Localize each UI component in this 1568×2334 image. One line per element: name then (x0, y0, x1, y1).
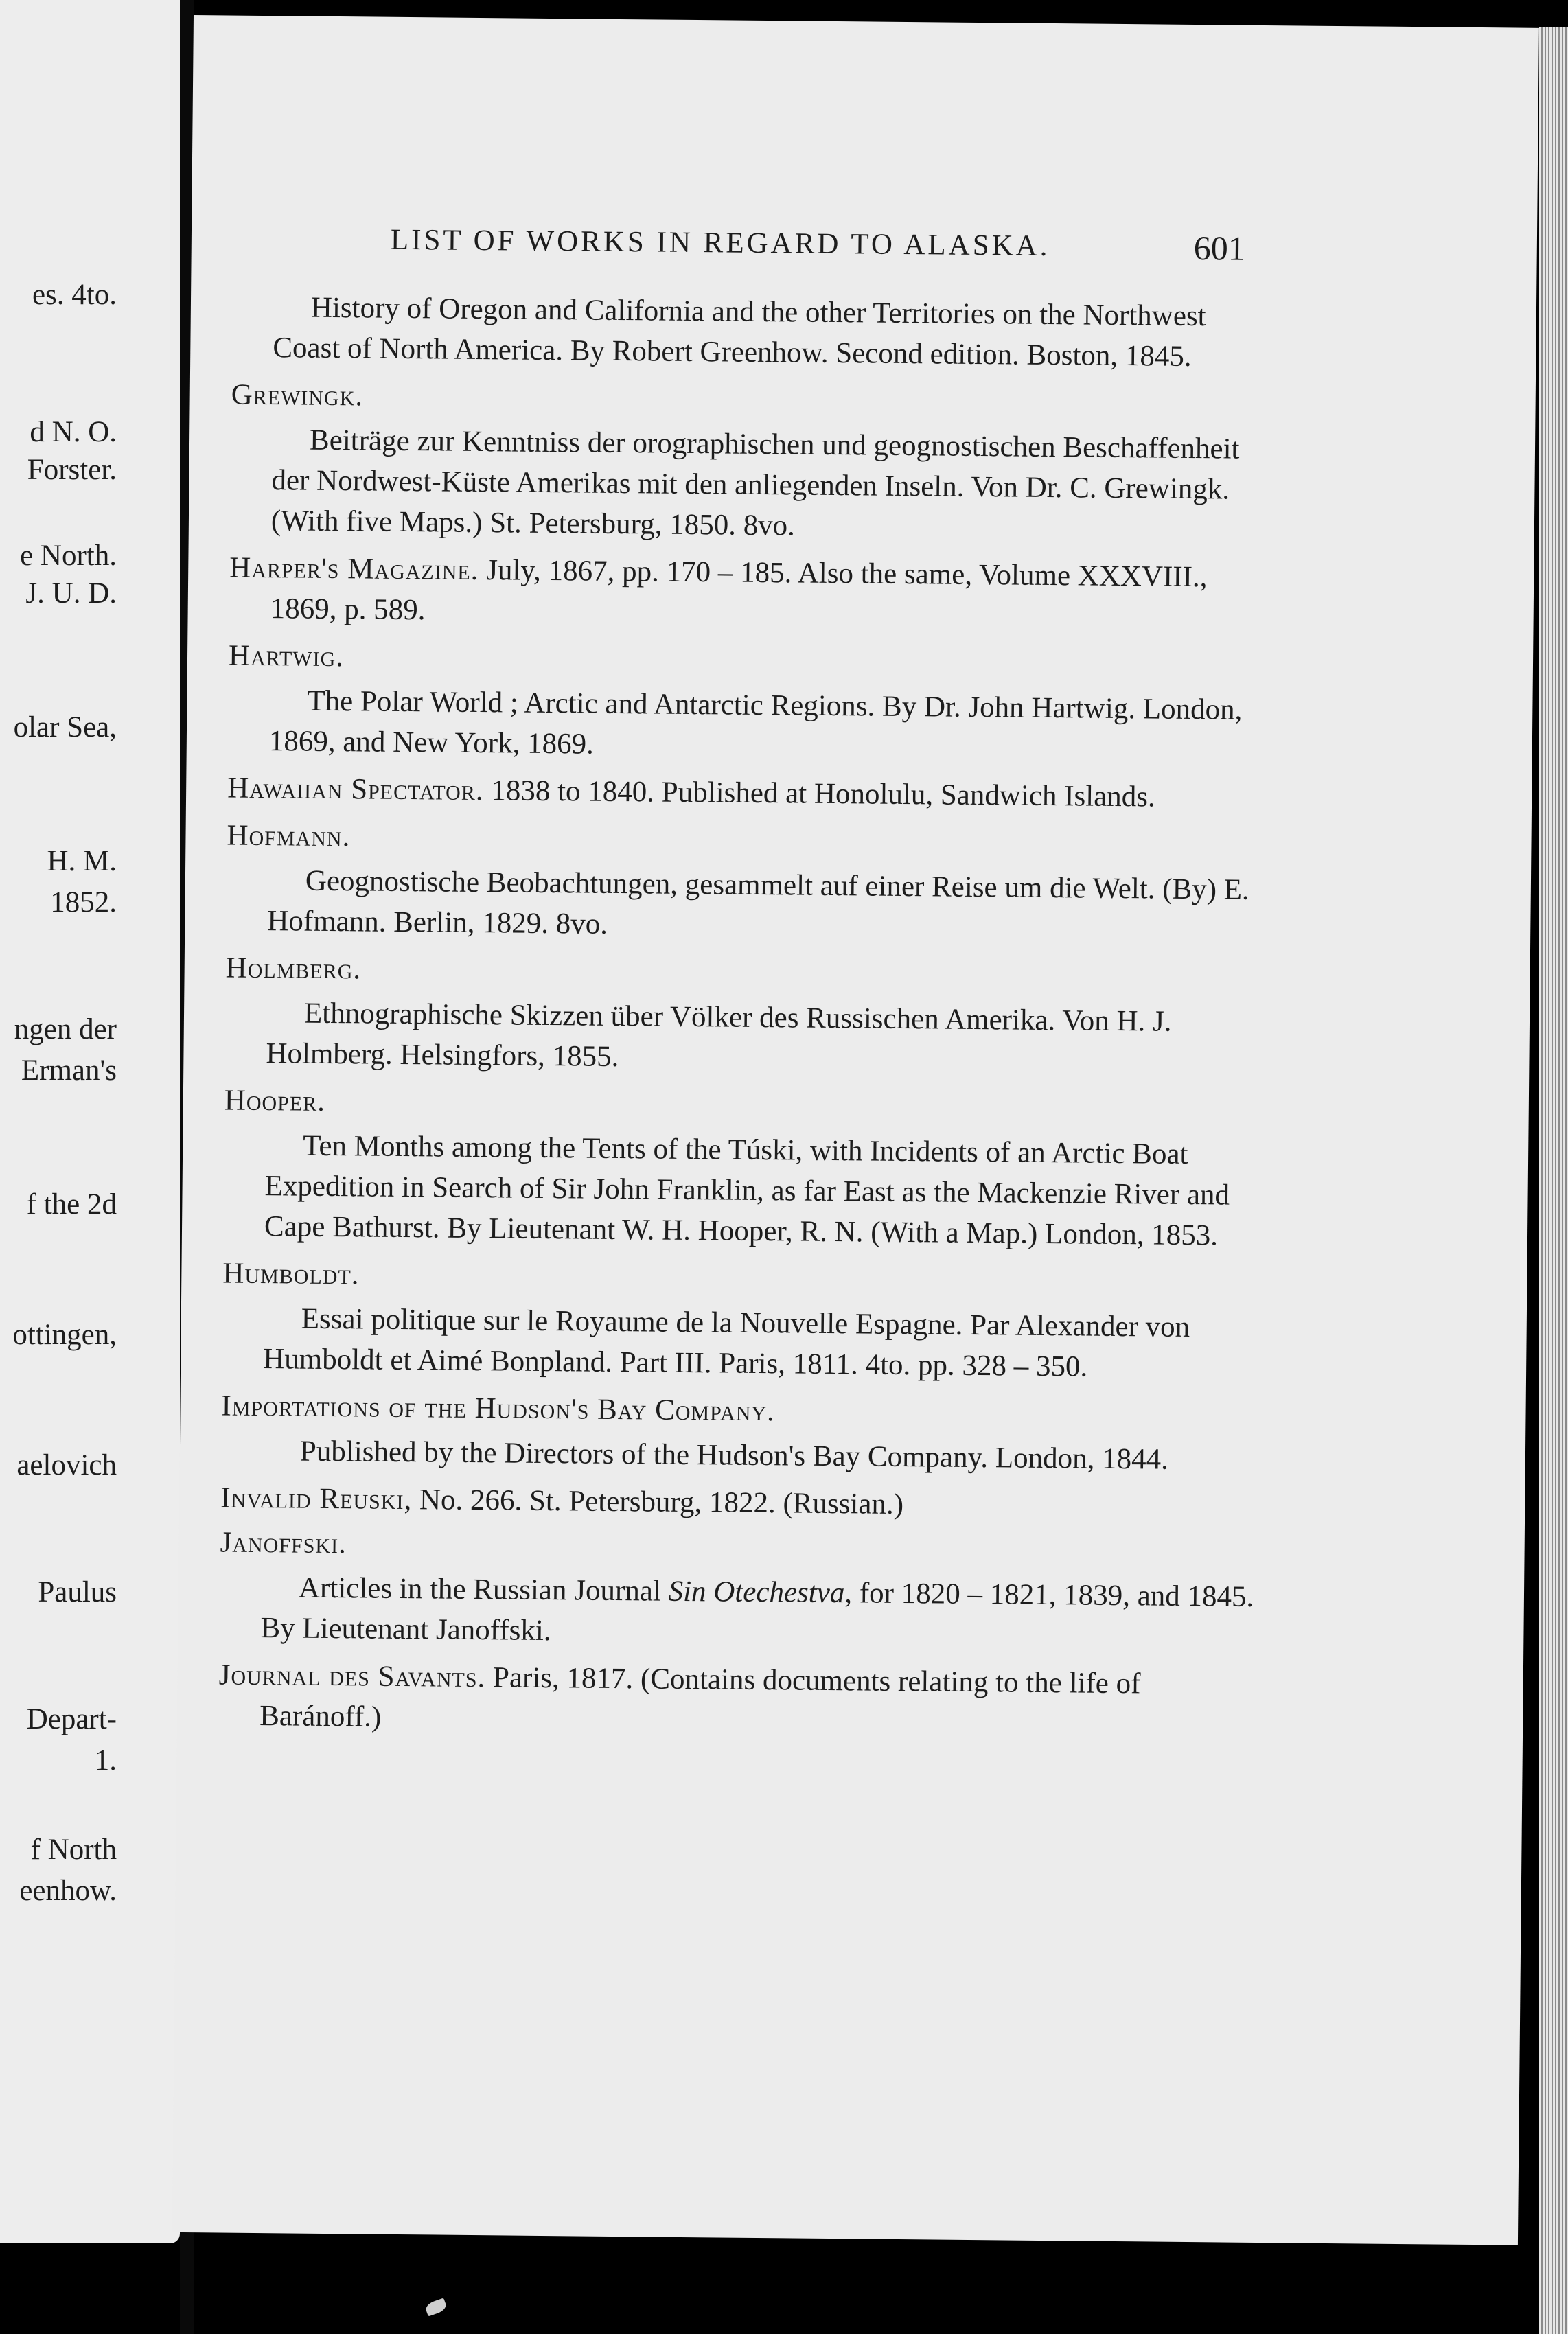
entry-detail: Beiträge zur Kenntniss der orographischen und geognostischen Beschaffenheit der Nordwest-Küste Amerikas mit den anliegenden Inseln. Von Dr. C. Grewingk. (With five Maps.) St. Petersburg, 1850. 8vo. (270, 424, 1240, 542)
entry-heading: Hartwig. (228, 639, 345, 673)
entry-detail-post: , for 1820 – 1821, 1839, and 1845. By Lieutenant Janoffski. (260, 1577, 1254, 1648)
entry-heading: Hooper. (224, 1084, 326, 1118)
list-item (218, 1654, 1263, 1746)
entry-detail: No. 266. St. Petersburg, 1822. (Russian.) (419, 1483, 904, 1521)
entry-heading: Harper's Magazine. (229, 551, 479, 587)
running-header: LIST OF WORKS IN REGARD TO ALASKA. (390, 223, 1050, 262)
entry-detail: 1838 to 1840. Published at Honolulu, Sandwich Islands. (491, 774, 1156, 813)
left-page-fragment: J. U. D. (25, 577, 117, 610)
list-item (231, 287, 1276, 378)
list-item (221, 1385, 1265, 1481)
entry-detail: Paris, 1817. (Contains documents relating to the life of Baránoff.) (259, 1661, 1141, 1733)
list-item (227, 768, 1271, 819)
entry-detail: Geognostische Beobachtungen, gesammelt auf einer Reise um die Welt. (By) E. Hofmann. Berlin, 1829. 8vo. (267, 864, 1250, 940)
entry-detail: Ethnographische Skizzen über Völker des Russischen Amerika. Von H. J. Holmberg. Helsingfors, 1855. (266, 997, 1172, 1074)
entry-heading: Journal des Savants. (218, 1659, 486, 1694)
list-item (224, 948, 1269, 1084)
left-page-fragment: f North (30, 1834, 117, 1866)
page-edges (1539, 27, 1568, 2334)
left-page-fragment: eenhow. (19, 1875, 117, 1907)
entry-heading: Hawaiian Spectator. (227, 772, 484, 807)
scan-blemish (424, 2298, 448, 2316)
list-item (220, 1477, 1264, 1528)
left-page-fragment: ngen der (14, 1013, 117, 1045)
list-item (222, 1253, 1267, 1389)
page-number: 601 (1193, 229, 1246, 268)
left-page-fragment: Paulus (38, 1576, 117, 1608)
left-page-fragment: H. M. (47, 845, 117, 877)
left-page-fragment: Forster. (27, 454, 117, 486)
entry-heading: Janoffski. (220, 1526, 347, 1560)
right-page (172, 15, 1539, 2245)
entry-detail: Essai politique sur le Royaume de la Nouvelle Espagne. Par Alexander von Humboldt et Aimé Bonpland. Part III. Paris, 1811. 4to. pp. 328 – 350. (262, 1302, 1190, 1383)
bibliography-list (218, 287, 1276, 1746)
left-page-fragment: f the 2d (26, 1188, 117, 1221)
left-page-fragment: ottingen, (12, 1319, 117, 1351)
entry-detail: The Polar World ; Arctic and Antarctic Regions. By Dr. John Hartwig. London, 1869, and New York, 1869. (268, 684, 1243, 761)
entry-heading: Invalid Reuski, (220, 1481, 413, 1516)
journal-title: Sin Otechestva (668, 1575, 845, 1610)
entry-heading: Holmberg. (225, 951, 362, 986)
left-page-fragment: es. 4to. (32, 279, 117, 311)
list-item (219, 1522, 1264, 1658)
entry-detail-pre: Articles in the Russian Journal (298, 1571, 669, 1608)
entry-heading: Hofmann. (227, 819, 351, 853)
list-item (230, 375, 1275, 551)
entry-heading: Importations of the Hudson's Bay Company. (221, 1389, 776, 1428)
left-page-fragment: Depart- (26, 1703, 117, 1735)
list-item (229, 548, 1273, 639)
entry-detail: July, 1867, pp. 170 – 185. Also the same, Volume XXXVIII., 1869, p. 589. (270, 554, 1208, 627)
left-page-fragment: Erman's (21, 1054, 117, 1087)
entry-detail: History of Oregon and California and the other Territories on the Northwest Coast of North America. By Robert Greenhow. Second edition. Boston, 1845. (273, 291, 1206, 373)
left-page-fragment: olar Sea, (13, 711, 117, 743)
left-page (0, 0, 180, 2243)
list-item (223, 1081, 1268, 1257)
left-page-fragment: aelovich (16, 1449, 117, 1481)
list-item (226, 816, 1271, 951)
left-page-fragment: 1852. (50, 886, 117, 918)
entry-detail: Ten Months among the Tents of the Túski, with Incidents of an Arctic Boat Expedition in Search of Sir John Franklin, as far East as the Mackenzie River and Cape Bathurst. By Lieutenant W. H. Hooper, R. N. (With a Map.) London, 1853. (264, 1129, 1230, 1252)
entry-detail (219, 1567, 1263, 1658)
entry-heading: Grewingk. (231, 378, 364, 413)
entry-detail: Published by the Directors of the Hudson's Bay Company. London, 1844. (299, 1435, 1169, 1476)
left-page-fragment: d N. O. (30, 416, 117, 448)
left-page-fragment: e North. (20, 540, 117, 572)
left-page-fragment: 1. (94, 1744, 117, 1777)
list-item (228, 636, 1273, 772)
entry-heading: Humboldt. (222, 1257, 360, 1291)
